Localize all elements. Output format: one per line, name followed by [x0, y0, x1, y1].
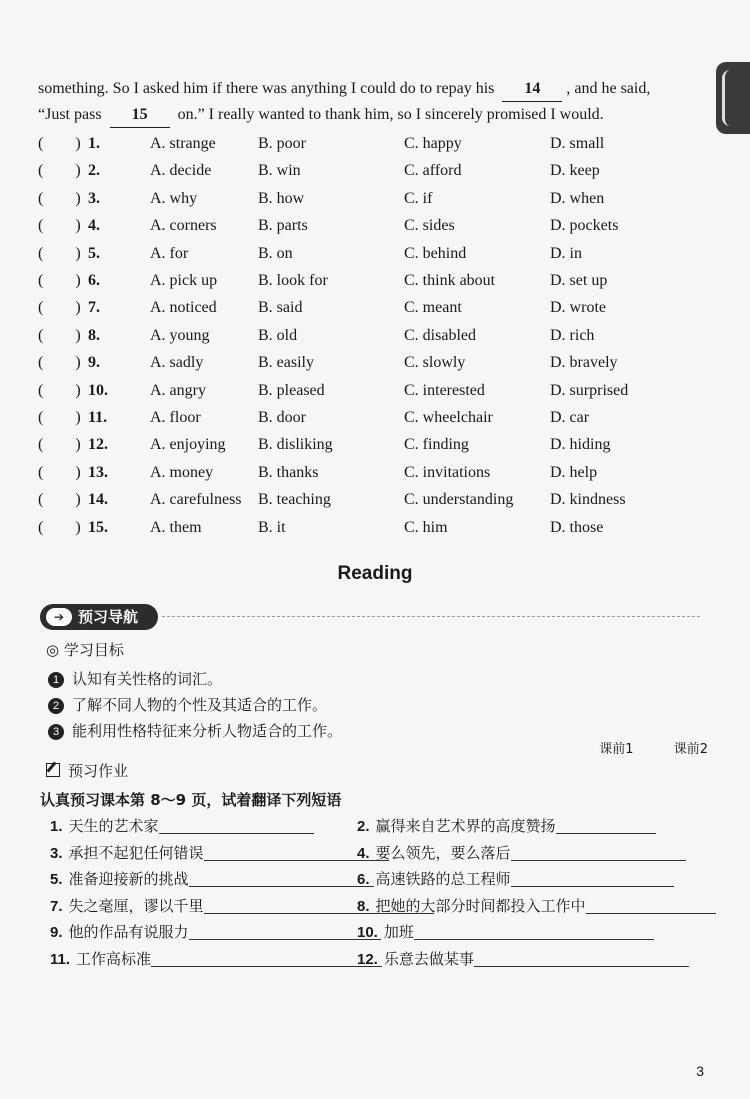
question-row: [38, 515, 698, 541]
option-d[interactable]: D. in: [550, 244, 582, 262]
option-d[interactable]: D. surprised: [550, 381, 629, 399]
tab-lesson-1: 课前1: [599, 742, 634, 757]
phrase-text: 失之毫厘，谬以千里: [68, 896, 204, 915]
number-bullet-icon: 1: [48, 672, 64, 688]
option-c[interactable]: C. slowly: [404, 354, 466, 372]
question-row: [38, 158, 698, 184]
phrase-text: 要么领先，要么落后: [375, 843, 511, 862]
option-a[interactable]: A. enjoying: [150, 436, 226, 454]
item-number: 5.: [50, 871, 63, 889]
option-a[interactable]: A. strange: [150, 135, 216, 152]
answer-line[interactable]: [511, 870, 674, 887]
phrase-text: 工作高标准: [76, 950, 152, 968]
answer-line[interactable]: [586, 897, 716, 914]
option-d[interactable]: D. wrote: [550, 299, 606, 317]
item-number: 8.: [357, 897, 370, 915]
option-d[interactable]: D. car: [550, 409, 590, 426]
answer-bracket[interactable]: ( ): [38, 299, 81, 317]
option-d[interactable]: D. pockets: [550, 217, 619, 235]
number-bullet-icon: 2: [48, 698, 64, 714]
option-b[interactable]: B. disliking: [258, 436, 333, 454]
item-number: 4.: [357, 844, 370, 862]
question-row: [38, 460, 698, 486]
item-number: 6.: [357, 871, 370, 889]
answer-bracket[interactable]: ( ): [38, 354, 81, 372]
option-b[interactable]: B. win: [258, 162, 301, 180]
translation-item: [50, 867, 374, 891]
option-a[interactable]: A. carefulness: [150, 491, 242, 509]
question-row: [38, 268, 698, 294]
section-title: Reading: [337, 563, 413, 584]
answer-line[interactable]: [151, 950, 382, 967]
question-row: [38, 405, 698, 431]
option-a[interactable]: A. why: [150, 189, 198, 207]
question-row: [38, 131, 698, 157]
goal-item: [48, 694, 327, 715]
lesson-tabs: [563, 738, 708, 757]
passage-text: “Just pass: [38, 106, 102, 123]
question-number: 14.: [88, 491, 108, 509]
question-number: 9.: [88, 354, 100, 372]
phrase-text: 加班: [383, 923, 414, 942]
homework-title: [46, 760, 128, 781]
tab-lesson-2: 课前2: [673, 742, 708, 757]
phrase-text: 天生的艺术家: [68, 817, 159, 835]
option-a[interactable]: A. them: [150, 518, 202, 536]
translation-item: [357, 814, 656, 838]
option-b[interactable]: B. look for: [258, 272, 328, 289]
option-a[interactable]: A. noticed: [150, 299, 217, 317]
corner-tab-decoration: [716, 62, 750, 134]
item-number: 3.: [50, 844, 63, 862]
phrase-text: 赢得来自艺术界的高度赞扬: [375, 817, 556, 835]
number-bullet-icon: 3: [48, 724, 64, 740]
question-number: 2.: [88, 162, 100, 180]
option-c[interactable]: C. understanding: [404, 491, 514, 509]
translation-item: [357, 841, 686, 865]
option-a[interactable]: A. sadly: [150, 354, 204, 372]
question-number: 1.: [88, 135, 100, 152]
question-row: [38, 213, 698, 239]
question-row: [38, 295, 698, 321]
option-a[interactable]: A. floor: [150, 409, 201, 426]
phrase-text: 把她的大部分时间都投入工作中: [375, 896, 586, 915]
option-d[interactable]: D. kindness: [550, 491, 626, 509]
option-d[interactable]: D. those: [550, 518, 604, 536]
item-number: 7.: [50, 897, 63, 915]
item-number: 10.: [357, 924, 378, 942]
option-b[interactable]: B. teaching: [258, 491, 331, 509]
answer-bracket[interactable]: ( ): [38, 518, 81, 536]
question-number: 15.: [88, 518, 108, 536]
option-c[interactable]: C. wheelchair: [404, 409, 493, 426]
phrase-text: 承担不起犯任何错误: [68, 843, 204, 862]
instruction-text: 认真预习课本第 8～9 页，试着翻译下列短语: [40, 791, 342, 809]
answer-line[interactable]: [159, 817, 314, 834]
arrow-right-icon: ➔: [46, 608, 72, 626]
option-c[interactable]: C. disabled: [404, 326, 476, 344]
passage-line-2: [38, 102, 698, 128]
answer-line[interactable]: [414, 923, 654, 940]
item-number: 12.: [357, 951, 378, 968]
item-number: 1.: [50, 818, 63, 835]
answer-bracket[interactable]: ( ): [38, 189, 81, 207]
option-c[interactable]: C. interested: [404, 381, 485, 399]
item-number: 2.: [357, 818, 370, 835]
answer-line[interactable]: [511, 844, 686, 861]
option-b[interactable]: B. easily: [258, 354, 314, 372]
passage-line-1: [38, 76, 698, 102]
item-number: 11.: [50, 951, 71, 968]
question-number: 10.: [88, 381, 108, 399]
option-d[interactable]: D. keep: [550, 162, 600, 180]
option-b[interactable]: B. parts: [258, 217, 308, 235]
question-row: [38, 241, 698, 267]
option-c[interactable]: C. finding: [404, 436, 469, 454]
translation-item: [50, 814, 314, 838]
option-a[interactable]: A. angry: [150, 381, 206, 399]
option-d[interactable]: D. set up: [550, 272, 608, 289]
goals-title-text: 学习目标: [63, 641, 124, 659]
option-a[interactable]: A. for: [150, 244, 189, 262]
option-b[interactable]: B. said: [258, 299, 303, 317]
answer-line[interactable]: [189, 923, 381, 940]
option-a[interactable]: A. young: [150, 326, 210, 344]
question-row: [38, 378, 698, 404]
option-c[interactable]: C. sides: [404, 217, 455, 235]
question-number: 13.: [88, 463, 108, 481]
passage-text: on.” I really wanted to thank him, so I sincerely promised I would.: [177, 106, 604, 123]
cloze-passage: [38, 76, 698, 128]
question-row: [38, 350, 698, 376]
answer-bracket[interactable]: ( ): [38, 326, 81, 344]
answer-line[interactable]: [474, 950, 689, 967]
answer-bracket[interactable]: ( ): [38, 436, 81, 454]
homework-title-text: 预习作业: [68, 762, 129, 780]
answer-bracket[interactable]: ( ): [38, 381, 81, 399]
question-number: 4.: [88, 217, 100, 235]
page-number: 3: [696, 1063, 704, 1079]
goal-text: 了解不同人物的个性及其适合的工作。: [72, 696, 328, 714]
option-b[interactable]: B. how: [258, 189, 305, 207]
option-d[interactable]: D. help: [550, 463, 598, 481]
translation-item: [50, 920, 381, 944]
option-a[interactable]: A. money: [150, 463, 214, 481]
translation-item: [357, 947, 689, 971]
question-number: 6.: [88, 272, 100, 289]
option-c[interactable]: C. afford: [404, 162, 462, 180]
option-a[interactable]: A. corners: [150, 217, 217, 235]
answer-line[interactable]: [189, 870, 374, 887]
phrase-text: 准备迎接新的挑战: [68, 870, 189, 889]
question-number: 11.: [88, 409, 108, 426]
passage-text: something. So I asked him if there was anything I could do to repay his: [38, 80, 495, 97]
translation-item: [357, 920, 654, 944]
preview-nav-header: [40, 604, 700, 630]
answer-bracket[interactable]: ( ): [38, 162, 81, 180]
option-c[interactable]: C. him: [404, 518, 448, 536]
option-c[interactable]: C. happy: [404, 135, 462, 152]
blank-15: 15: [110, 102, 170, 128]
answer-bracket[interactable]: ( ): [38, 135, 81, 152]
answer-line[interactable]: [556, 817, 656, 834]
question-number: 3.: [88, 189, 100, 207]
item-number: 9.: [50, 924, 63, 942]
translation-item: [50, 947, 382, 971]
phrase-text: 乐意去做某事: [383, 950, 474, 968]
goal-text: 能利用性格特征来分析人物适合的工作。: [72, 722, 343, 740]
option-d[interactable]: D. when: [550, 189, 605, 207]
edit-icon: [46, 763, 60, 777]
answer-bracket[interactable]: ( ): [38, 244, 81, 262]
option-c[interactable]: C. behind: [404, 244, 467, 262]
option-c[interactable]: C. if: [404, 189, 433, 207]
phrase-text: 高速铁路的总工程师: [375, 870, 511, 889]
question-row: [38, 323, 698, 349]
question-number: 8.: [88, 326, 100, 344]
option-b[interactable]: B. pleased: [258, 381, 325, 399]
option-c[interactable]: C. invitations: [404, 463, 491, 481]
option-a[interactable]: A. pick up: [150, 272, 218, 289]
option-d[interactable]: D. small: [550, 135, 605, 152]
option-d[interactable]: D. bravely: [550, 354, 618, 372]
answer-bracket[interactable]: ( ): [38, 272, 81, 289]
question-number: 12.: [88, 436, 108, 454]
answer-bracket[interactable]: ( ): [38, 217, 81, 235]
option-d[interactable]: D. rich: [550, 326, 595, 344]
option-a[interactable]: A. decide: [150, 162, 212, 180]
question-number: 7.: [88, 299, 100, 317]
question-row: [38, 432, 698, 458]
goal-item: [48, 668, 222, 689]
passage-text: , and he said,: [566, 80, 651, 97]
option-b[interactable]: B. door: [258, 409, 306, 426]
option-b[interactable]: B. it: [258, 518, 286, 536]
option-b[interactable]: B. thanks: [258, 463, 319, 481]
option-c[interactable]: C. think about: [404, 272, 496, 289]
goal-item: [48, 720, 342, 741]
question-row: [38, 487, 698, 513]
answer-bracket[interactable]: ( ): [38, 463, 81, 481]
translation-item: [357, 867, 674, 891]
translation-item: [50, 841, 389, 865]
blank-14: 14: [502, 76, 562, 102]
target-icon: ◎: [46, 641, 60, 659]
goal-text: 认知有关性格的词汇。: [72, 670, 223, 688]
phrase-text: 他的作品有说服力: [68, 923, 189, 942]
option-d[interactable]: D. hiding: [550, 436, 611, 454]
option-c[interactable]: C. meant: [404, 299, 462, 317]
option-b[interactable]: B. poor: [258, 135, 306, 152]
answer-bracket[interactable]: ( ): [38, 409, 81, 426]
option-b[interactable]: B. old: [258, 326, 298, 344]
question-number: 5.: [88, 244, 100, 262]
learning-goals-title: [46, 639, 124, 660]
answer-bracket[interactable]: ( ): [38, 491, 81, 509]
nav-pill: [40, 604, 158, 630]
nav-pill-label: 预习导航: [78, 608, 139, 626]
option-b[interactable]: B. on: [258, 244, 293, 262]
question-row: [38, 186, 698, 212]
divider: [162, 616, 700, 617]
translation-item: [357, 894, 716, 918]
